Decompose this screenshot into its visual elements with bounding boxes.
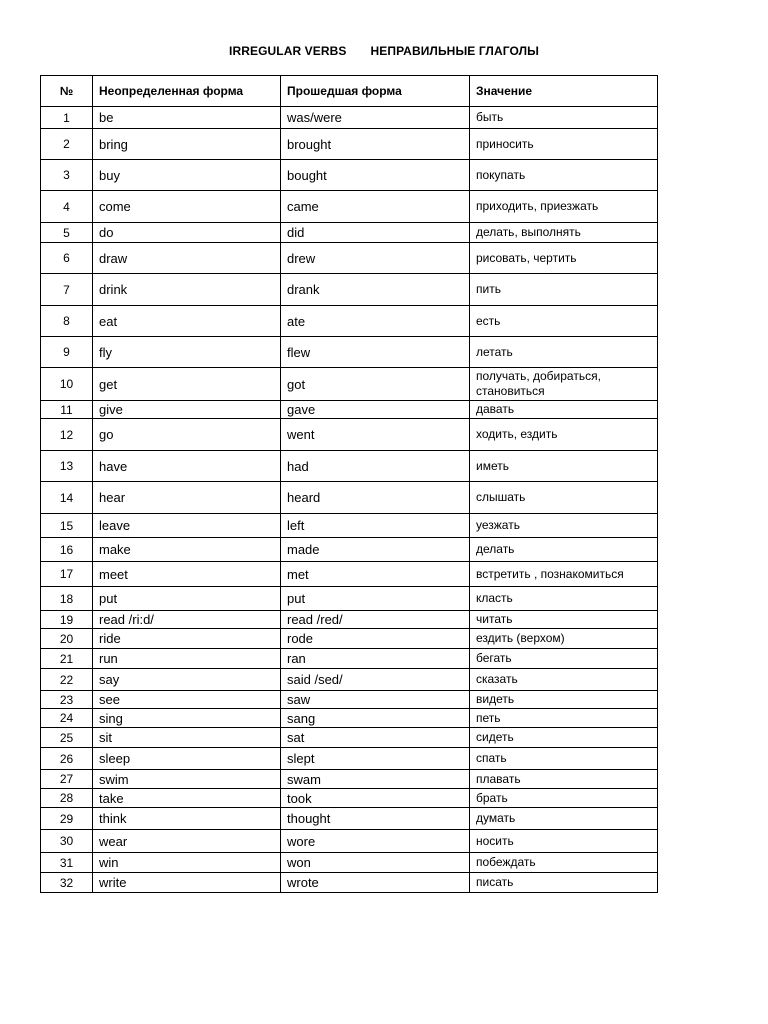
- table-row: [41, 129, 658, 160]
- cell-number: 13: [41, 451, 93, 482]
- cell-meaning: иметь: [470, 451, 658, 482]
- cell-past: was/were: [281, 107, 470, 129]
- cell-meaning: писать: [470, 873, 658, 893]
- cell-past: left: [281, 514, 470, 538]
- cell-number: 5: [41, 223, 93, 243]
- cell-number: 2: [41, 129, 93, 160]
- cell-number: 14: [41, 482, 93, 514]
- cell-past: sang: [281, 709, 470, 728]
- cell-meaning: класть: [470, 587, 658, 611]
- cell-meaning: получать, добираться, становиться: [470, 368, 658, 401]
- header-number: №: [41, 76, 93, 107]
- cell-past: had: [281, 451, 470, 482]
- cell-infinitive: meet: [93, 562, 281, 587]
- header-past: Прошедшая форма: [281, 76, 470, 107]
- cell-meaning: уезжать: [470, 514, 658, 538]
- table-row: [41, 419, 658, 451]
- cell-infinitive: win: [93, 853, 281, 873]
- cell-past: rode: [281, 629, 470, 649]
- cell-meaning: приносить: [470, 129, 658, 160]
- cell-infinitive: be: [93, 107, 281, 129]
- cell-meaning: бегать: [470, 649, 658, 669]
- cell-number: 4: [41, 191, 93, 223]
- cell-meaning: сказать: [470, 669, 658, 691]
- cell-meaning: видеть: [470, 691, 658, 709]
- table-row: [41, 770, 658, 789]
- cell-past: drank: [281, 274, 470, 306]
- cell-past: won: [281, 853, 470, 873]
- cell-infinitive: write: [93, 873, 281, 893]
- cell-infinitive: go: [93, 419, 281, 451]
- table-row: [41, 691, 658, 709]
- table-row: [41, 482, 658, 514]
- cell-meaning: думать: [470, 808, 658, 830]
- cell-infinitive: wear: [93, 830, 281, 853]
- cell-meaning: быть: [470, 107, 658, 129]
- title-russian: НЕПРАВИЛЬНЫЕ ГЛАГОЛЫ: [370, 44, 539, 58]
- cell-infinitive: take: [93, 789, 281, 808]
- cell-past: thought: [281, 808, 470, 830]
- cell-number: 12: [41, 419, 93, 451]
- cell-infinitive: bring: [93, 129, 281, 160]
- cell-past: wore: [281, 830, 470, 853]
- cell-number: 20: [41, 629, 93, 649]
- cell-infinitive: make: [93, 538, 281, 562]
- cell-past: met: [281, 562, 470, 587]
- table-row: [41, 728, 658, 748]
- cell-infinitive: give: [93, 401, 281, 419]
- cell-meaning: рисовать, чертить: [470, 243, 658, 274]
- cell-number: 30: [41, 830, 93, 853]
- cell-past: brought: [281, 129, 470, 160]
- cell-infinitive: read /ri:d/: [93, 611, 281, 629]
- cell-number: 27: [41, 770, 93, 789]
- cell-past: put: [281, 587, 470, 611]
- cell-infinitive: do: [93, 223, 281, 243]
- cell-meaning: носить: [470, 830, 658, 853]
- table-row: [41, 274, 658, 306]
- cell-past: got: [281, 368, 470, 401]
- cell-meaning: петь: [470, 709, 658, 728]
- table-row: [41, 401, 658, 419]
- cell-past: read /red/: [281, 611, 470, 629]
- cell-number: 6: [41, 243, 93, 274]
- cell-meaning: читать: [470, 611, 658, 629]
- cell-infinitive: say: [93, 669, 281, 691]
- table-row: [41, 709, 658, 728]
- cell-infinitive: put: [93, 587, 281, 611]
- table-row: [41, 451, 658, 482]
- table-row: [41, 107, 658, 129]
- cell-meaning: сидеть: [470, 728, 658, 748]
- cell-past: did: [281, 223, 470, 243]
- cell-infinitive: see: [93, 691, 281, 709]
- cell-infinitive: sing: [93, 709, 281, 728]
- cell-past: said /sed/: [281, 669, 470, 691]
- header-meaning: Значение: [470, 76, 658, 107]
- cell-meaning: пить: [470, 274, 658, 306]
- cell-infinitive: get: [93, 368, 281, 401]
- cell-meaning: брать: [470, 789, 658, 808]
- cell-past: came: [281, 191, 470, 223]
- cell-infinitive: fly: [93, 337, 281, 368]
- cell-number: 17: [41, 562, 93, 587]
- table-row: [41, 538, 658, 562]
- cell-number: 23: [41, 691, 93, 709]
- cell-meaning: ходить, ездить: [470, 419, 658, 451]
- table-row: [41, 306, 658, 337]
- cell-infinitive: sit: [93, 728, 281, 748]
- cell-infinitive: run: [93, 649, 281, 669]
- cell-number: 19: [41, 611, 93, 629]
- cell-infinitive: drink: [93, 274, 281, 306]
- cell-meaning: давать: [470, 401, 658, 419]
- table-row: [41, 368, 658, 401]
- cell-infinitive: draw: [93, 243, 281, 274]
- cell-meaning: слышать: [470, 482, 658, 514]
- cell-number: 25: [41, 728, 93, 748]
- cell-infinitive: come: [93, 191, 281, 223]
- cell-infinitive: hear: [93, 482, 281, 514]
- cell-meaning: покупать: [470, 160, 658, 191]
- cell-infinitive: eat: [93, 306, 281, 337]
- cell-meaning: побеждать: [470, 853, 658, 873]
- irregular-verbs-table: [40, 75, 658, 893]
- table-row: [41, 853, 658, 873]
- table-row: [41, 243, 658, 274]
- cell-number: 31: [41, 853, 93, 873]
- cell-past: took: [281, 789, 470, 808]
- table-row: [41, 649, 658, 669]
- cell-infinitive: ride: [93, 629, 281, 649]
- table-row: [41, 562, 658, 587]
- cell-past: gave: [281, 401, 470, 419]
- cell-past: made: [281, 538, 470, 562]
- cell-number: 32: [41, 873, 93, 893]
- table-row: [41, 629, 658, 649]
- cell-number: 28: [41, 789, 93, 808]
- cell-number: 1: [41, 107, 93, 129]
- cell-meaning: приходить, приезжать: [470, 191, 658, 223]
- cell-infinitive: have: [93, 451, 281, 482]
- cell-past: heard: [281, 482, 470, 514]
- table-row: [41, 808, 658, 830]
- page-title: [0, 44, 768, 58]
- table-row: [41, 669, 658, 691]
- cell-number: 11: [41, 401, 93, 419]
- cell-infinitive: think: [93, 808, 281, 830]
- cell-past: flew: [281, 337, 470, 368]
- cell-past: drew: [281, 243, 470, 274]
- table-row: [41, 223, 658, 243]
- cell-meaning: плавать: [470, 770, 658, 789]
- cell-past: slept: [281, 748, 470, 770]
- table-header-row: [41, 76, 658, 107]
- cell-meaning: ездить (верхом): [470, 629, 658, 649]
- cell-number: 22: [41, 669, 93, 691]
- cell-past: went: [281, 419, 470, 451]
- cell-meaning: есть: [470, 306, 658, 337]
- table-row: [41, 514, 658, 538]
- table-row: [41, 191, 658, 223]
- table-row: [41, 873, 658, 893]
- cell-number: 18: [41, 587, 93, 611]
- table-row: [41, 789, 658, 808]
- cell-meaning: спать: [470, 748, 658, 770]
- cell-past: saw: [281, 691, 470, 709]
- title-english: IRREGULAR VERBS: [229, 44, 347, 58]
- cell-number: 9: [41, 337, 93, 368]
- cell-number: 29: [41, 808, 93, 830]
- cell-number: 26: [41, 748, 93, 770]
- cell-number: 7: [41, 274, 93, 306]
- cell-infinitive: leave: [93, 514, 281, 538]
- header-infinitive: Неопределенная форма: [93, 76, 281, 107]
- cell-past: swam: [281, 770, 470, 789]
- table-row: [41, 830, 658, 853]
- cell-number: 21: [41, 649, 93, 669]
- cell-past: ran: [281, 649, 470, 669]
- cell-infinitive: sleep: [93, 748, 281, 770]
- table-row: [41, 748, 658, 770]
- cell-past: ate: [281, 306, 470, 337]
- cell-past: sat: [281, 728, 470, 748]
- table-row: [41, 587, 658, 611]
- table-body: [41, 107, 658, 893]
- cell-infinitive: swim: [93, 770, 281, 789]
- cell-number: 3: [41, 160, 93, 191]
- cell-meaning: делать: [470, 538, 658, 562]
- cell-number: 24: [41, 709, 93, 728]
- cell-meaning: делать, выполнять: [470, 223, 658, 243]
- cell-past: wrote: [281, 873, 470, 893]
- cell-meaning: встретить , познакомиться: [470, 562, 658, 587]
- cell-meaning: летать: [470, 337, 658, 368]
- table-row: [41, 611, 658, 629]
- cell-infinitive: buy: [93, 160, 281, 191]
- cell-number: 16: [41, 538, 93, 562]
- table-row: [41, 160, 658, 191]
- cell-past: bought: [281, 160, 470, 191]
- table-row: [41, 337, 658, 368]
- cell-number: 15: [41, 514, 93, 538]
- cell-number: 10: [41, 368, 93, 401]
- cell-number: 8: [41, 306, 93, 337]
